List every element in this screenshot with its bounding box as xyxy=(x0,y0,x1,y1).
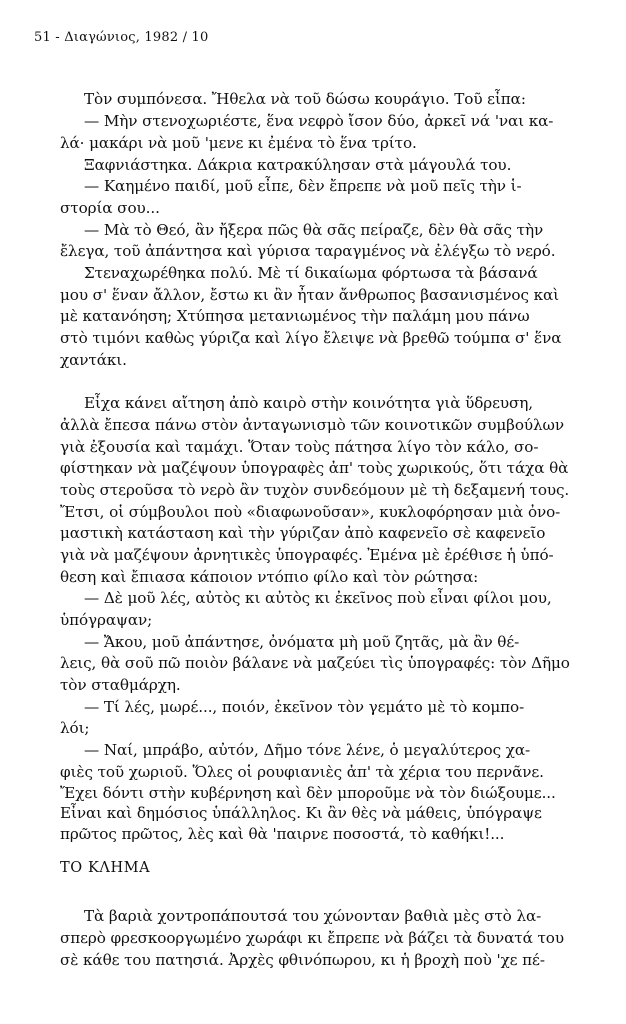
text-line: μου σ' ἕναν ἄλλον, ἔστω κι ἂν ἦταν ἄνθρωπος βασανισμένος καὶ xyxy=(60,286,559,304)
text-line: Τὸν συμπόνεσα. Ἤθελα νὰ τοῦ δώσω κουράγιο. Τοῦ εἶπα: xyxy=(84,90,526,108)
section-title: ΤΟ ΚΛΗΜΑ xyxy=(60,860,151,876)
text-line: στὸ τιμόνι καθὼς γύριζα καὶ λίγο ἔλειψε νὰ βρεθῶ τούμπα σ' ἕνα xyxy=(60,329,562,347)
text-line: Εἶναι καὶ δημόσιος ὑπάλληλος. Κι ἂν θὲς νὰ μάθεις, ὑπόγραψε xyxy=(60,804,542,822)
text-line: ὑπόγραψαν; xyxy=(60,611,153,629)
text-line: θεση καὶ ἔπιασα κάποιον ντόπιο φίλο καὶ τὸν ρώτησα: xyxy=(60,568,479,586)
text-line: σπερὸ φρεσκοοργωμένο χωράφι κι ἔπρεπε νὰ βάζει τὰ δυνατά του xyxy=(60,929,564,947)
text-line: φιὲς τοῦ χωριοῦ. Ὅλες οἱ ρουφιανιὲς ἀπ' τὰ χέρια του περνᾶνε. xyxy=(60,763,544,781)
text-line: μαστικὴ κατάσταση καὶ τὴν γύριζαν ἀπὸ καφενεῖο σὲ καφενεῖο xyxy=(60,524,546,542)
text-line: — Δὲ μοῦ λές, αὐτὸς κι αὐτὸς κι ἐκεῖνος ποὺ εἶναι φίλοι μου, xyxy=(84,589,552,607)
page-header: 51 - Διαγώνιος, 1982 / 10 xyxy=(34,30,209,45)
text-line: ἀλλὰ ἔπεσα πάνω στὸν ἀνταγωνισμὸ τῶν κοινοτικῶν συμβούλων xyxy=(60,416,564,434)
text-line: Τὰ βαριὰ χοντροπάπουτσά του χώνονταν βαθιὰ μὲς στὸ λα- xyxy=(84,907,542,925)
text-line: λεις, θὰ σοῦ πῶ ποιὸν βάλανε νὰ μαζεύει τὶς ὑπογραφές: τὸν Δῆμο xyxy=(60,654,570,672)
text-line: σὲ κάθε του πατησιά. Ἀρχὲς φθινόπωρου, κι ἡ βροχὴ ποὺ 'χε πέ- xyxy=(60,951,545,969)
text-line: — Ἄκου, μοῦ ἀπάντησε, ὀνόματα μὴ μοῦ ζητᾶς, μὰ ἂν θέ- xyxy=(84,633,520,651)
text-line: χαντάκι. xyxy=(60,351,127,369)
text-line: φίστηκαν νὰ μαζέψουν ὑπογραφὲς ἀπ' τοὺς χωρικούς, ὅτι τάχα θὰ xyxy=(60,459,569,477)
text-line: — Μὰ τὸ Θεό, ἂν ἤξερα πῶς θὰ σᾶς πείραζε, δὲν θὰ σᾶς τὴν xyxy=(84,221,544,239)
text-line: λόι; xyxy=(60,719,90,737)
text-line: γιὰ νὰ μαζέψουν ἀρνητικὲς ὑπογραφές. Ἐμένα μὲ ἐρέθισε ἡ ὑπό- xyxy=(60,546,554,564)
text-line: Εἶχα κάνει αἴτηση ἀπὸ καιρὸ στὴν κοινότητα γιὰ ὕδρευση, xyxy=(84,394,533,412)
text-line: στορία σου... xyxy=(60,199,160,217)
text-line: μὲ κατανόηση; Χτύπησα μετανιωμένος τὴν παλάμη μου πάνω xyxy=(60,307,530,325)
text-line: τὸν σταθμάρχη. xyxy=(60,676,181,694)
text-line: πρῶτος πρῶτος, λὲς καὶ θὰ 'παιρνε ποσοστά, τὸ καθήκι!... xyxy=(60,825,505,843)
text-line: Στεναχωρέθηκα πολύ. Μὲ τί δικαίωμα φόρτωσα τὰ βάσανά xyxy=(84,264,538,282)
text-line: τοὺς στεροῦσα τὸ νερὸ ἂν τυχὸν συνδεόμουν μὲ τὴ δεξαμενή τους. xyxy=(60,481,570,499)
text-line: — Καημένο παιδί, μοῦ εἶπε, δὲν ἔπρεπε νὰ μοῦ πεῖς τὴν ἱ- xyxy=(84,177,522,195)
text-line: λά· μακάρι νὰ μοῦ 'μενε κι ἐμένα τὸ ἕνα τρίτο. xyxy=(60,134,417,152)
text-line: Ἔχει δόντι στὴν κυβέρνηση καὶ δὲν μποροῦμε νὰ τὸν διώξουμε... xyxy=(60,784,556,802)
text-line: — Ναί, μπράβο, αὐτόν, Δῆμο τόνε λένε, ὁ μεγαλύτερος χα- xyxy=(84,741,531,759)
text-line: — Μὴν στενοχωριέστε, ἕνα νεφρὸ ἴσον δύο, ἀρκεῖ νά 'ναι κα- xyxy=(84,112,554,130)
text-line: Ἔτσι, οἱ σύμβουλοι ποὺ «διαφωνοῦσαν», κυκλοφόρησαν μιὰ ὀνο- xyxy=(60,503,561,521)
text-line: Ξαφνιάστηκα. Δάκρια κατρακύλησαν στὰ μάγουλά του. xyxy=(84,156,512,174)
text-line: — Τί λές, μωρέ..., ποιόν, ἐκεῖνον τὸν γεμάτο μὲ τὸ κομπο- xyxy=(84,698,525,716)
text-line: γιὰ ἐξουσία καὶ ταμάχι. Ὅταν τοὺς πάτησα λίγο τὸν κάλο, σο- xyxy=(60,438,539,456)
text-line: ἔλεγα, τοῦ ἀπάντησα καὶ γύρισα ταραγμένος νὰ ἐλέγξω τὸ νερό. xyxy=(60,242,556,260)
